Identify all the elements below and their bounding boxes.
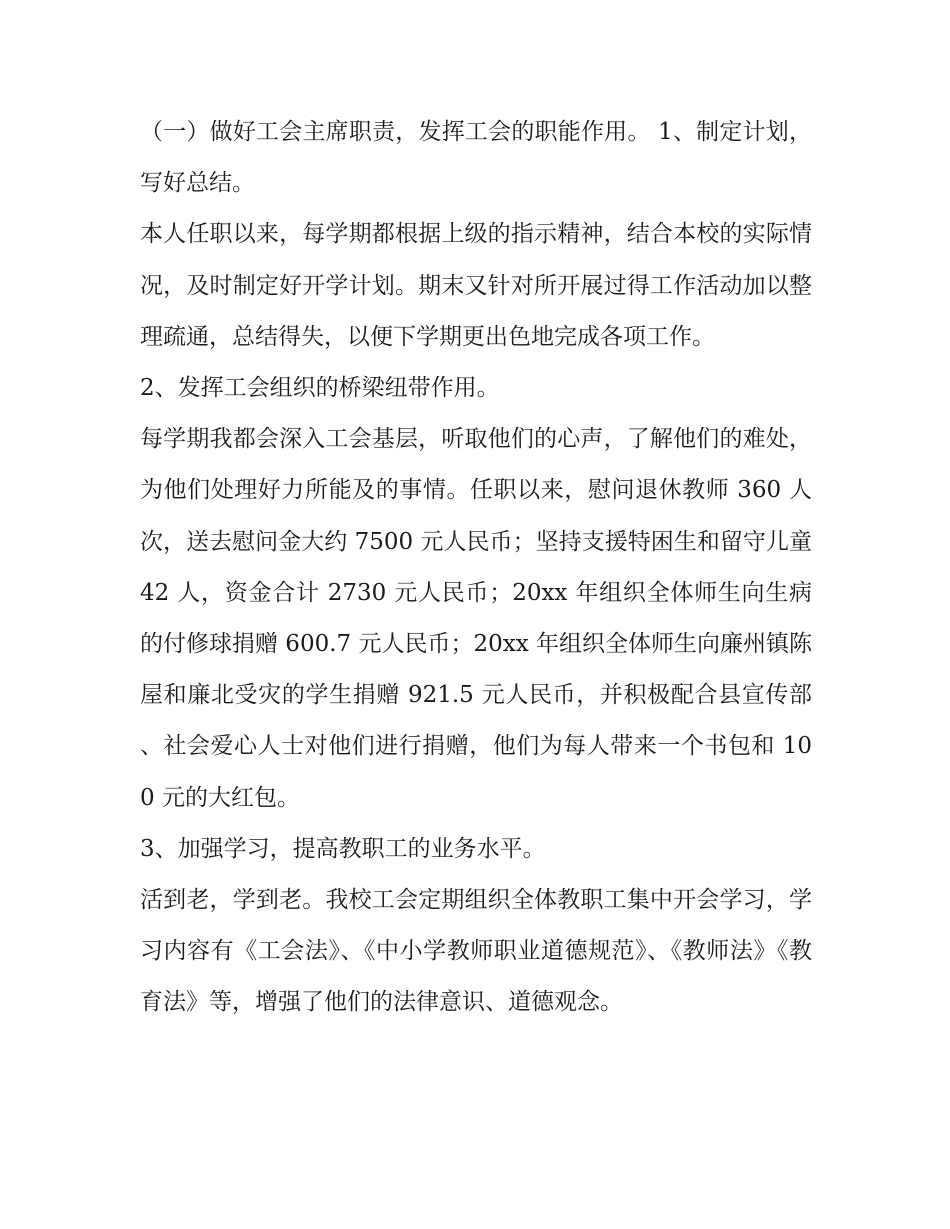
subheading-paragraph: 2、发挥工会组织的桥梁纽带作用。 — [140, 375, 500, 402]
body-paragraph: 活到老，学到老。我校工会定期组织全体教职工集中开会学习，学习内容有《工会法》、《中小学教师职业道德规范》、《教师法》《教育法》等，增强了他们的法律意识、道德观念。 — [140, 887, 812, 1016]
document-body — [140, 107, 812, 1029]
section-heading-paragraph: （一）做好工会主席职责，发挥工会的职能作用。 1、制定计划，写好总结。 — [140, 119, 812, 197]
body-paragraph: 每学期我都会深入工会基层，听取他们的心声，了解他们的难处，为他们处理好力所能及的事情。任职以来，慰问退休教师 360 人次，送去慰问金大约 7500 元人民币；坚持支援特困生和留守儿童 42 人，资金合计 2730 元人民币；20xx 年组织全体师生向生病的付修球捐赠 600.7 元人民币；20xx 年组织全体师生向廉州镇陈屋和廉北受灾的学生捐赠 921.5 元人民币，并积极配合县宣传部、社会爱心人士对他们进行捐赠，他们为每人带来一个书包和 100 元的大红包。 — [140, 426, 812, 811]
subheading-paragraph: 3、加强学习，提高教职工的业务水平。 — [140, 835, 546, 862]
body-paragraph: 本人任职以来，每学期都根据上级的指示精神，结合本校的实际情况，及时制定好开学计划。期末又针对所开展过得工作活动加以整理疏通，总结得失，以便下学期更出色地完成各项工作。 — [140, 221, 812, 350]
